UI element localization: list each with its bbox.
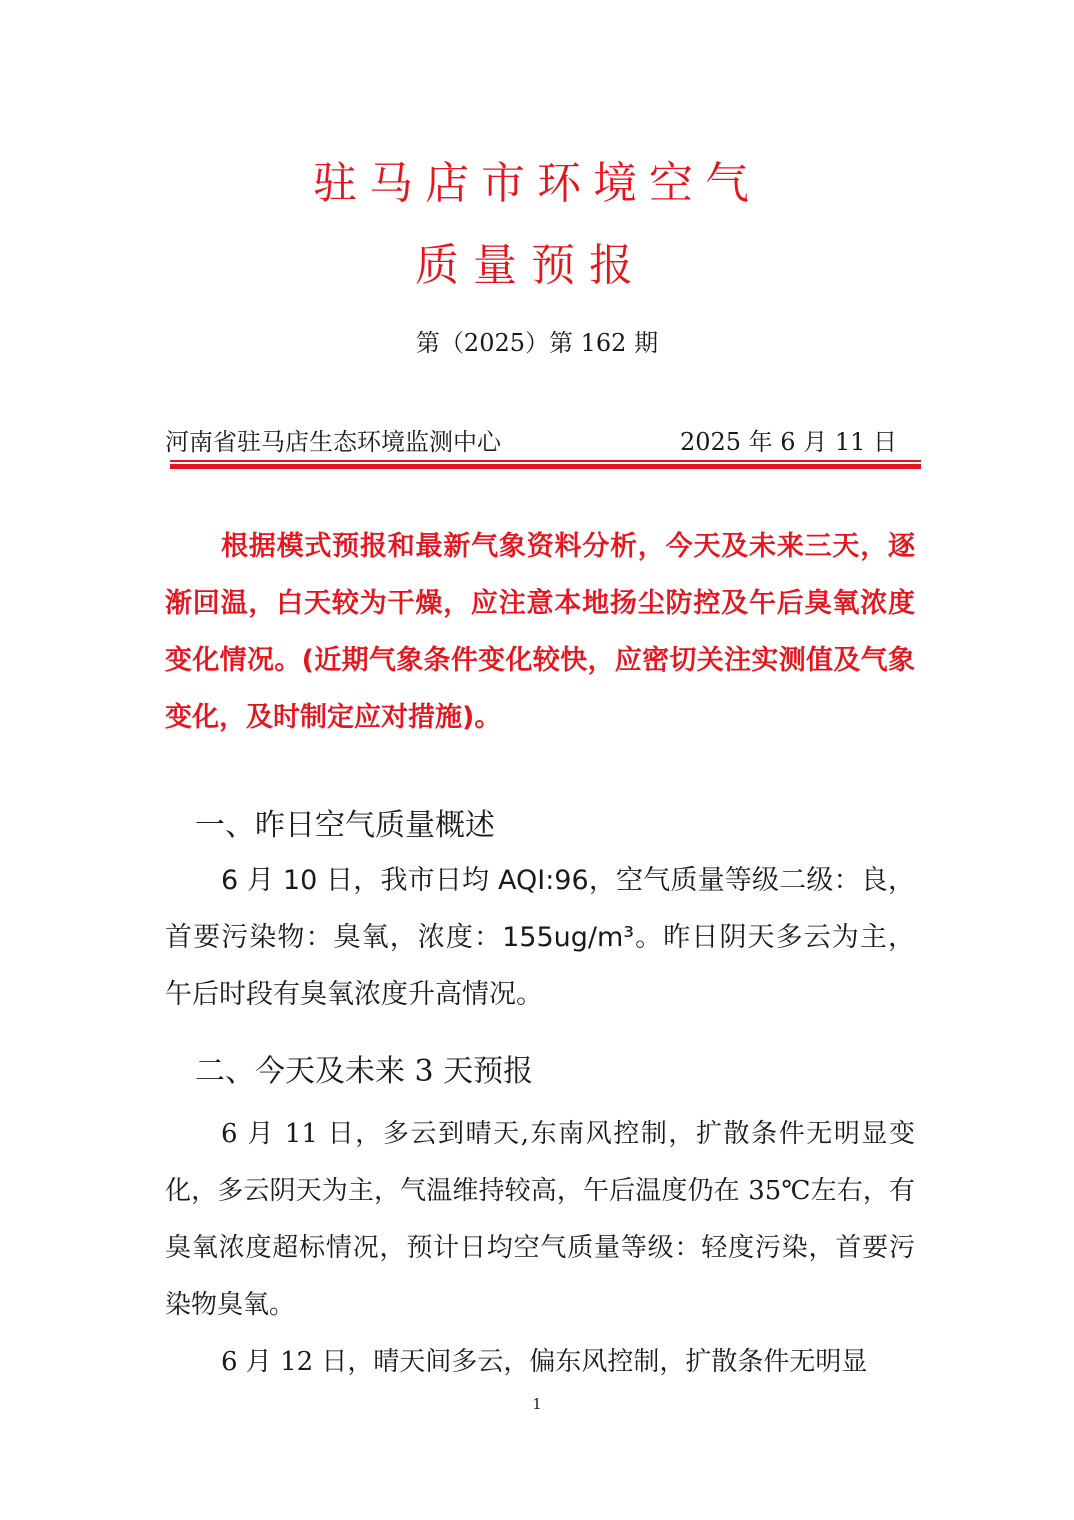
section2-heading: 二、今天及未来 3 天预报	[195, 1054, 534, 1089]
report-title-line2: 质量预报	[415, 240, 647, 291]
section1-paragraph: 6 月 10 日，我市日均 AQI:96，空气质量等级二级：良，首要污染物：臭氧，浓度：155ug/m³。昨日阴天多云为主，午后时段有臭氧浓度升高情况。	[165, 865, 915, 1010]
red-divider-thin	[170, 460, 921, 462]
issuing-organization: 河南省驻马店生态环境监测中心	[165, 428, 501, 456]
issue-number: 第（2025）第 162 期	[415, 329, 659, 357]
section1-heading: 一、昨日空气质量概述	[195, 808, 495, 843]
report-title-line1: 驻马店市环境空气	[313, 158, 761, 209]
page-number: 1	[532, 1395, 542, 1413]
forecast-day1-paragraph: 6 月 11 日，多云到晴天,东南风控制，扩散条件无明显变化，多云阴天为主，气温维持较高，午后温度仍在 35℃左右，有臭氧浓度超标情况，预计日均空气质量等级：轻度污染，首要污染物臭氧。	[165, 1119, 915, 1320]
issuer-date-line	[165, 424, 905, 460]
red-divider-thick	[170, 464, 921, 469]
intro-paragraph: 根据模式预报和最新气象资料分析，今天及未来三天，逐渐回温，白天较为干燥，应注意本地扬尘防控及午后臭氧浓度变化情况。(近期气象条件变化较快，应密切关注实测值及气象变化，及时制定应对措施)。	[165, 531, 915, 733]
issue-date: 2025 年 6 月 11 日	[679, 428, 897, 456]
forecast-day2-paragraph: 6 月 12 日，晴天间多云，偏东风控制，扩散条件无明显	[221, 1347, 868, 1377]
